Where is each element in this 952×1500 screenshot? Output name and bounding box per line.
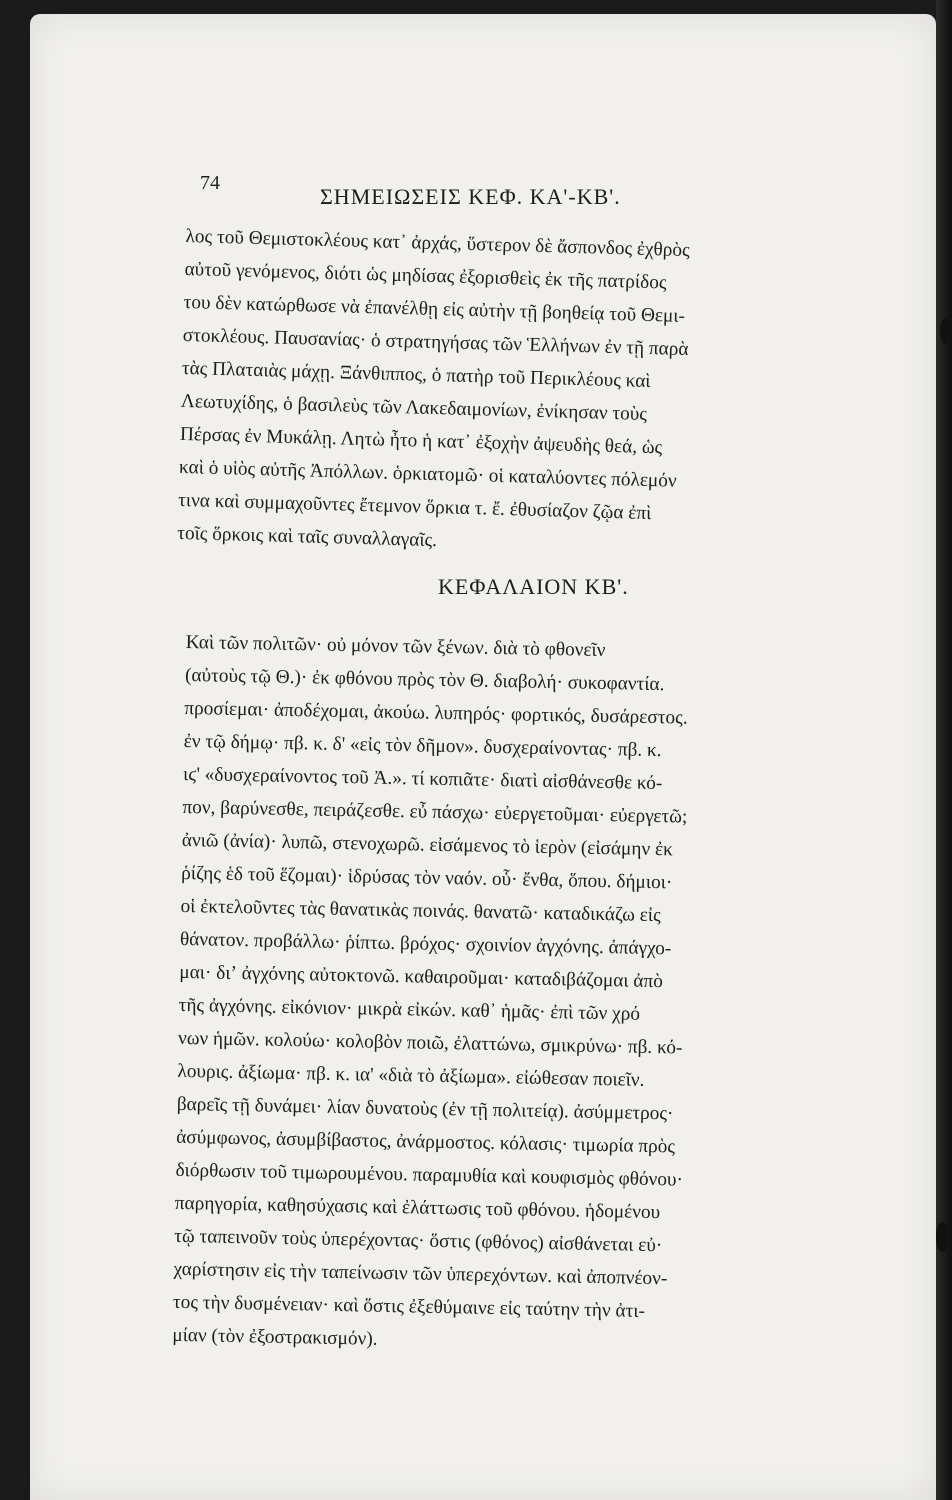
text-line: ῥίζης ἑδ τοῦ ἕζομαι)· ἱδρύσας τὸν ναόν. οὗ· ἔνθα, ὅπου. δήμιοι·: [181, 862, 673, 894]
text-line: πον, βαρύνεσθε, πειράζεσθε. εὖ πάσχω· εὐεργετοῦμαι· εὐεργετῶ;: [182, 796, 688, 828]
text-line: τὰς Πλαταιὰς μάχῃ. Ξάνθιππος, ὁ πατὴρ τοῦ Περικλέους καὶ: [181, 357, 651, 393]
text-line: τοῖς ὅρκοις καὶ ταῖς συναλλαγαῖς.: [176, 522, 438, 552]
text-line: τῷ ταπεινοῦν τοὺς ὑπερέχοντας· ὅστις (φθόνος) αἰσθάνεται εὐ·: [174, 1225, 663, 1257]
text-line: οἱ ἐκτελοῦντες τὰς θανατικὰς ποινάς. θανατῶ· καταδικάζω εἰς: [180, 895, 661, 927]
page-number: 74: [200, 172, 220, 194]
text-line: Λεωτυχίδης, ὁ βασιλεὺς τῶν Λακεδαιμονίων, ἐνίκησαν τοὺς: [180, 390, 648, 425]
text-line: μίαν (τὸν ἐξοστρακισμόν).: [172, 1324, 378, 1350]
text-line: νων ἡμῶν. κολούω· κολοβὸν ποιῶ, ἐλαττώνω, σμικρύνω· πβ. κό-: [177, 1027, 683, 1059]
chapter-notes: [172, 626, 902, 1366]
text-line: βαρεῖς τῇ δυνάμει· λίαν δυνατοὺς (ἐν τῇ πολιτείᾳ). ἀσύμμετρος·: [176, 1093, 674, 1125]
text-line: καὶ ὁ υἱὸς αὐτῆς Ἀπόλλων. ὁρκιατομῶ· οἱ καταλύοντες πόλεμόν: [178, 456, 677, 492]
chapter-heading: ΚΕΦΑΛΑΙΟΝ ΚΒ'.: [438, 574, 629, 599]
text-line: (αὐτοὺς τῷ Θ.)· ἐκ φθόνου πρὸς τὸν Θ. διαβολή· συκοφαντία.: [184, 664, 665, 696]
page-header: [200, 162, 900, 209]
text-line: τος τὴν δυσμένειαν· καὶ ὅστις ἐξεθύμαινε εἰς ταύτην τὴν ἀτι-: [172, 1291, 646, 1322]
text-line: αὐτοῦ γενόμενος, διότι ὡς μηδίσας ἐξορισθεὶς ἐκ τῆς πατρίδος: [184, 258, 667, 294]
text-line: του δὲν κατώρθωσε νὰ ἐπανέλθῃ εἰς αὐτὴν τῇ βοηθείᾳ τοῦ Θεμι-: [183, 291, 686, 327]
text-line: προσίεμαι· ἀποδέχομαι, ἀκούω. λυπηρός· φορτικός, δυσάρεστος.: [184, 697, 688, 729]
text-line: χαρίστησιν εἰς τὴν ταπείνωσιν τῶν ὑπερεχόντων. καὶ ἀποπνέον-: [173, 1258, 668, 1290]
book-page: [30, 14, 936, 1500]
text-line: παρηγορία, καθησύχασις καὶ ἐλάττωσις τοῦ φθόνου. ἡδομένου: [174, 1192, 661, 1224]
scan-dark-edge: [936, 0, 952, 1500]
text-line: ιϛ' «δυσχεραίνοντος τοῦ Ἀ.». τί κοπιᾶτε· διατὶ αἰσθάνεσθε κό-: [182, 763, 663, 795]
text-line: ἐν τῷ δήμῳ· πβ. κ. δ' «εἰς τὸν δῆμον». δυσχεραίνοντας· πβ. κ.: [183, 730, 662, 762]
text-line: λος τοῦ Θεμιστοκλέους κατ᾽ ἀρχάς, ὕστερον δὲ ἄσπονδος ἐχθρὸς: [185, 225, 691, 262]
text-line: λουρις. ἀξίωμα· πβ. κ. ια' «διὰ τὸ ἀξίωμα». εἰώθεσαν ποιεῖν.: [177, 1060, 645, 1091]
notes-continuation: [177, 220, 902, 570]
text-line: μαι· διʼ ἀγχόνης αὐτοκτονῶ. καθαιροῦμαι· καταδιβάζομαι ἀπὸ: [179, 961, 664, 993]
running-title: ΣΗΜΕΙΩΣΕΙΣ ΚΕΦ. ΚΑ'-ΚΒ'.: [320, 184, 621, 209]
text-line: Καὶ τῶν πολιτῶν· οὐ μόνον τῶν ξένων. διὰ τὸ φθονεῖν: [185, 631, 606, 662]
text-line: Πέρσας ἐν Μυκάλῃ. Λητὼ ἦτο ἡ κατ᾽ ἐξοχὴν ἀψευδὴς θεά, ὡς: [179, 423, 663, 459]
text-line: ἀσύμφωνος, ἀσυμβίβαστος, ἀνάρμοστος. κόλασις· τιμωρία πρὸς: [175, 1126, 676, 1158]
text-line: τινα καὶ συμμαχοῦντες ἔτεμνον ὅρκια τ. ἔ. ἐθυσίαζον ζῷα ἐπὶ: [177, 489, 652, 525]
text-line: στοκλέους. Παυσανίας· ὁ στρατηγήσας τῶν Ἑλλήνων ἐν τῇ παρὰ: [182, 324, 689, 361]
text-line: ἀνιῶ (ἀνία)· λυπῶ, στενοχωρῶ. εἰσάμενος τὸ ἱερὸν (εἰσάμην ἐκ: [181, 829, 674, 861]
scan-speck: [940, 318, 950, 344]
text-line: τῆς ἀγχόνης. εἰκόνιον· μικρὰ εἰκών. καθ᾽ ἡμᾶς· ἐπὶ τῶν χρό: [178, 994, 641, 1025]
scan-speck: [936, 1222, 948, 1252]
text-line: θάνατον. προβάλλω· ῥίπτω. βρόχος· σχοινίον ἀγχόνης. ἀπάγχο-: [179, 928, 672, 960]
text-line: διόρθωσιν τοῦ τιμωρουμένου. παραμυθία καὶ κουφισμὸς φθόνου·: [175, 1159, 684, 1191]
